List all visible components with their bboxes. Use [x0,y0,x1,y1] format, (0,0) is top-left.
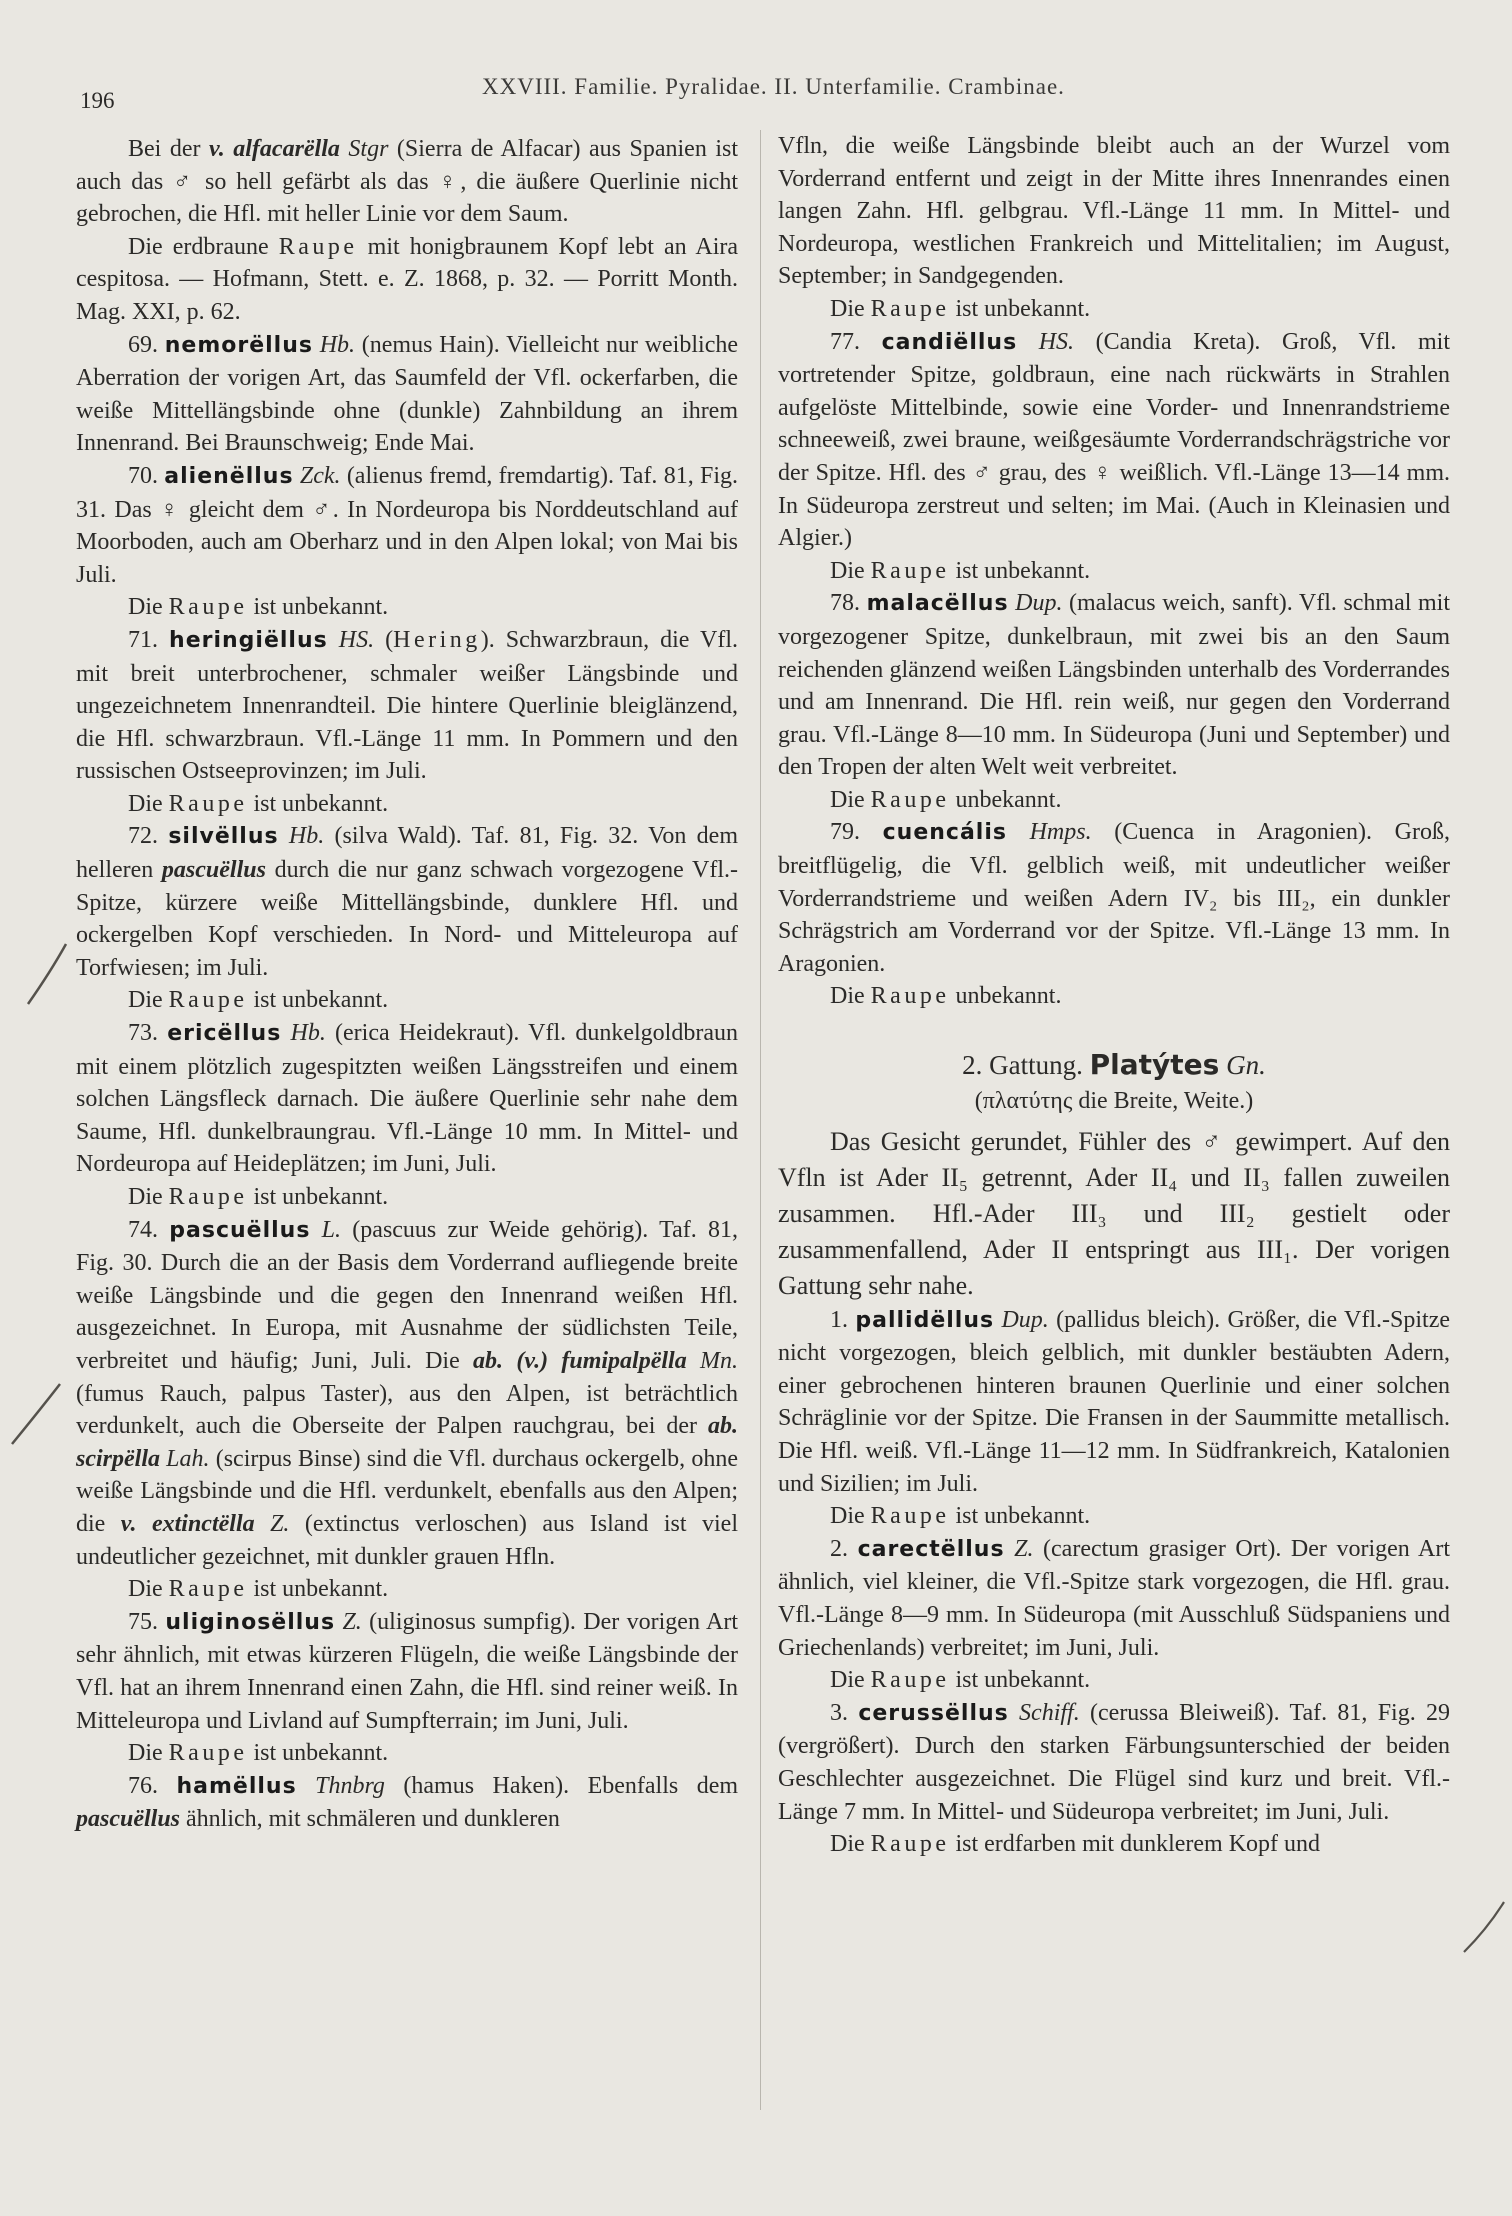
paragraph-alfacarella [76,133,738,231]
entry-number: 75. [128,1608,166,1635]
entry-74 [76,1214,738,1574]
running-title: XXVIII. Familie. Pyralidae. II. Unterfamilie. Crambinae. [482,74,1065,99]
species-name: malacëllus [866,591,1009,617]
column-divider [760,130,761,2110]
entry-number: 79. [830,819,883,846]
raupe-word: Raupe [168,1576,248,1603]
variety-name: v. extinctëlla [120,1510,255,1537]
text: Bei der [128,136,209,162]
text: ). [480,626,495,653]
genus-heading [778,1045,1450,1085]
etymology-word: Hering [393,626,481,653]
text: ist unbekannt. [949,557,1091,584]
text: ist unbekannt. [247,594,389,621]
entry-number: 69. [128,331,165,358]
author: Hb. [312,331,356,358]
entry-72 [76,820,738,984]
raupe-word: Raupe [168,1184,248,1210]
raupe-word: Raupe [168,1740,248,1767]
species-name: heringiëllus [169,627,328,653]
text: mit honigbraunem Kopf lebt an Aira cespitosa. — Hofmann, Stett. e. Z. 1868, p. 32. — Porritt Month. Mag. XXI, p. 62. [76,233,739,325]
species-name: cerussëllus [858,1700,1009,1726]
species-name: silvëllus [168,824,279,850]
pencil-tick-mark [22,940,72,1010]
text: ist unbekannt. [247,790,389,817]
entry-number: 2. [830,1535,858,1562]
entry-number: 73. [128,1020,168,1047]
text: Die [830,1831,871,1858]
text: (Sierra de Alfacar) aus Spanien ist auch das ♂ so hell gefärbt als das ♀, die äußere Querlinie nicht gebrochen, die Hfl. mit heller Linie vor dem Saum. [76,136,738,228]
aberration-name: ab. (v.) fumipalpëlla [473,1347,687,1374]
entry-text: (pascuus zur Weide gehörig). Taf. 81, Fig. 30. Durch die an der Basis dem Vorderrand aufliegende breite weiße Längsbinde und die gegen den Innenrand weißen Hfl. ausgezeichnet. In Europa, mit Ausnahme der südlichsten Teile, verbreitet und häufig; Juni, Juli. Die [76,1216,738,1374]
text: ist unbekannt. [949,1667,1091,1694]
text: Die [830,557,871,584]
raupe-line [778,293,1450,326]
entry-text: (extinctus verloschen) aus Island ist viel undeutlicher gezeichnet, mit dunkler grauen Hfln. [76,1510,738,1570]
author: Gn. [1219,1050,1266,1081]
author: Dup. [994,1306,1049,1333]
text: ist unbekannt. [247,1576,389,1603]
entry-75 [76,1606,738,1737]
raupe-line [778,1828,1450,1861]
variety-name: v. alfacarëlla [208,136,340,162]
raupe-word: Raupe [168,594,248,621]
raupe-word: Raupe [870,295,950,322]
species-name: hamëllus [176,1773,297,1799]
author: Z. [1004,1535,1034,1562]
author: Hb. [281,1020,326,1047]
author: L. [310,1216,342,1243]
entry-text: durch die nur ganz schwach vorgezogene Vfl.-Spitze, kürzere weiße Mittellängsbinde, dunklere Hfl. und ockergelben Kopf verschieden. In Nord- und Mitteleuropa auf Torfwiesen; im Juli. [76,857,738,981]
entry-text: (erica Heidekraut). Vfl. dunkelgoldbraun mit einem plötzlich zugespitzten weißen Längsstreifen und einem solchen Längsfleck darnach. Die äußere Querlinie sehr nahe dem Saume, Hfl. dunkelbraungrau. Vfl.-Länge 10 mm. In Mittel- und Nordeuropa auf Heideplätzen; im Juni, Juli. [76,1020,738,1178]
text: Die [830,983,871,1010]
raupe-line [778,1500,1450,1533]
page-number: 196 [80,88,115,113]
text: Die [128,1576,169,1603]
pencil-tick-mark [1456,1898,1508,1958]
entry-number: 72. [128,823,169,850]
author: Zck. [293,462,341,489]
text: Die [830,295,871,322]
genus-label: 2. Gattung. [962,1050,1090,1081]
text: Die [830,1667,871,1694]
aberration-name: ab. scirpëlla [76,1413,738,1472]
entry-text: (uliginosus sumpfig). Der vorigen Art sehr ähnlich, mit etwas kürzeren Flügeln, die weiße Längsbinde der Vfl. hat an ihrem Innenrand einen Zahn, die Hfl. sind reiner weiß. In Mitteleuropa und Livland auf Sumpfterrain; im Juni, Juli. [76,1608,738,1734]
entry-text: ähnlich, mit schmäleren und dunkleren [180,1806,560,1833]
raupe-line [778,980,1450,1013]
species-name: candiëllus [881,329,1018,355]
author: Thnbrg [296,1772,385,1799]
species-name: pallidëllus [855,1307,995,1333]
entry-text: (malacus weich, sanft). Vfl. schmal mit vorgezogener Spitze, dunkelbraun, mit zwei bis an den Saum reichenden glänzend weißen Längsbinden unterhalb des Vorderrandes und am Innenrand. Die Hfl. rein weiß, nur gegen den Vorderrand grau. Vfl.-Länge 8—10 mm. In Südeuropa (Juni und September) und den Tropen der alten Welt weit verbreitet. [778,590,1450,781]
raupe-word: Raupe [278,233,358,260]
entry-number: 71. [128,626,170,653]
page-header [76,72,1456,112]
author: HS. [1017,328,1075,355]
text: Die [830,786,871,813]
text: ist unbekannt. [949,1503,1091,1530]
entry-79 [778,816,1450,980]
author: Hb. [278,823,325,850]
raupe-line [76,984,738,1017]
entry-text: Schwarzbraun, die Vfl. mit breit unterbrochener, schmaler weißer Längsbinde und ungezeichnetem Innenrandteil. Die hintere Querlinie bleiglänzend, die Hfl. schwarzbraun. Vfl.-Länge 11 mm. In Pommern und den russischen Ostseeprovinzen; im Juli. [76,626,738,785]
genus-entry-3 [778,1697,1450,1828]
species-name: pascuëllus [169,1217,311,1243]
author: Lah. [160,1445,210,1472]
entry-76 [76,1770,738,1836]
author: Mn. [686,1347,739,1374]
entry-71 [76,624,738,788]
genus-entry-1 [778,1304,1450,1501]
text: Die [830,1503,871,1530]
raupe-line [76,1573,738,1606]
entry-text: (carectum grasiger Ort). Der vorigen Art ähnlich, viel kleiner, die Vfl.-Spitze stark vorgezogen, die Hfl. grau. Vfl.-Länge 8—9 mm. In Südeuropa (mit Ausschluß Südspaniens und Griechenlands) verbreitet; im Juni, Juli. [778,1535,1450,1661]
raupe-word: Raupe [870,1503,950,1530]
text: Die [128,1184,169,1210]
raupe-line [76,591,738,624]
species-reference: pascuëllus [76,1806,181,1833]
right-column [778,130,1450,1861]
author: HS. [327,626,375,653]
author: Schiff. [1008,1699,1080,1726]
raupe-word: Raupe [168,987,248,1014]
text: Die [128,790,169,817]
text: Die [128,594,169,621]
text: ist erdfarben mit dunklerem Kopf und [949,1831,1321,1858]
entry-76-continued: Vfln, die weiße Längsbinde bleibt auch an der Wurzel vom Vorderrand entfernt und zeigt in der Mitte ihres Innenrandes einen langen Zahn. Hfl. gelbgrau. Vfl.-Länge 11 mm. In Mittel- und Nordeuropa, westlichen Frankreich und Mittelitalien; im August, September; in Sandgegenden. [778,133,1450,290]
text: Die [128,987,169,1014]
genus-name: Platýtes [1089,1048,1220,1082]
species-name: carectëllus [857,1536,1005,1562]
text: unbekannt. [949,983,1062,1010]
raupe-word: Raupe [870,786,950,813]
entry-text: (scirpus Binse) sind die Vfl. durchaus ockergelb, ohne weiße Längsbinde und die Hfl. verdunkelt, ebenfalls aus den Alpen; die [76,1445,738,1537]
entry-number: 78. [830,590,867,617]
pencil-tick-mark [6,1380,66,1450]
entry-text: (alienus fremd, fremdartig). Taf. 81, Fig. 31. Das ♀ gleicht dem ♂. In Nordeuropa bis Norddeutschland auf Moorboden, auch am Oberharz und in den Alpen lokal; von Mai bis Juli. [76,462,739,588]
entry-text: (Candia Kreta). Groß, Vfl. mit vortretender Spitze, goldbraun, eine nach rückwärts in Strahlen aufgelöste Mittelbinde, sowie eine Vorder- und Innenrandstrieme schneeweiß, zwei braune, weißgesäumte Vorderrandschrägstriche vor der Spitze. Hfl. des ♂ grau, des ♀ weißlich. Vfl.-Länge 13—14 mm. In Südeuropa zerstreut und selten; im Mai. (Auch in Kleinasien und Algier.) [778,328,1450,552]
raupe-word: Raupe [168,790,248,817]
entry-78 [778,587,1450,784]
author: Z. [254,1510,290,1537]
entry-number: 77. [830,328,882,355]
entry-77 [778,326,1450,555]
raupe-line [76,788,738,821]
genus-etymology: (πλατύτης die Breite, Weite.) [974,1088,1254,1115]
text: Die [128,1740,169,1767]
entry-number: 76. [128,1772,177,1799]
species-name: uliginosëllus [165,1609,336,1635]
species-name: alienëllus [164,463,294,489]
entry-69 [76,329,738,460]
entry-number: 74. [128,1216,170,1243]
text: ( [374,626,394,653]
entry-text: (cerussa Bleiweiß). Taf. 81, Fig. 29 (vergrößert). Durch den starken Färbungsunterschied der beiden Geschlechter ausgezeichnet. Die Flügel sind kurz und breit. Vfl.-Länge 7 mm. In Mittel- und Südeuropa verbreitet; im Juni, Juli. [778,1699,1451,1825]
left-column [76,133,738,1836]
raupe-word: Raupe [870,557,950,584]
entry-text: (hamus Haken). Ebenfalls dem [384,1772,739,1799]
entry-text: (nemus Hain). Vielleicht nur weibliche Aberration der vorigen Art, das Saumfeld der Vfl. ockerfarben, die weiße Mittellängsbinde ohne (dunkle) Zahnbildung an ihrem Innenrand. Bei Braunschweig; Ende Mai. [76,331,738,457]
species-name: nemorëllus [164,332,313,358]
text: ist unbekannt. [247,1740,389,1767]
entry-text: (Cuenca in Aragonien). Groß, breitflügelig, die Vfl. gelblich weiß, mit undeutlicher weißer Vorderrandstrieme und weißen Adern IV₂ bis III₂, ein dunkler Schrägstrich am Vorderrand vor der Spitze. Vfl.-Länge 13 mm. In Aragonien. [778,819,1450,977]
entry-text: (silva Wald). Taf. 81, Fig. 32. Von dem helleren [76,823,739,884]
raupe-line [76,1737,738,1770]
species-reference: pascuëllus [161,857,266,884]
text: Die erdbraune [128,233,279,260]
entry-text: (fumus Rauch, palpus Taster), aus den Alpen, ist beträchtlich verdunkelt, auch die Oberseite der Palpen rauchgrau, bei der [76,1380,738,1440]
entry-text: (pallidus bleich). Größer, die Vfl.-Spitze nicht vorgezogen, bleich gelblich, mit dunkler bestäubten Adern, einer gebrochenen hinteren braunen Querlinie und einer solchen Schräglinie vor der Spitze. Die Fransen in der Saummitte metallisch. Die Hfl. weiß. Vfl.-Länge 11—12 mm. In Südfrankreich, Katalonien und Sizilien; im Juli. [778,1306,1450,1497]
raupe-word: Raupe [870,983,950,1010]
entry-number: 1. [830,1306,856,1333]
raupe-line [778,555,1450,588]
raupe-word: Raupe [870,1667,950,1694]
author: Z. [335,1608,362,1635]
text: ist unbekannt. [247,1184,389,1210]
author: Hmps. [1006,819,1092,846]
raupe-line [76,1181,738,1214]
text: unbekannt. [949,786,1062,813]
raupe-word: Raupe [870,1831,950,1858]
entry-number: 70. [128,462,165,489]
author: Stgr [339,136,389,162]
genus-description: Das Gesicht gerundet, Fühler des ♂ gewimpert. Auf den Vfln ist Ader II₅ getrennt, Ader II₄ und II₃ fallen zuweilen zusammen. Hfl.-Ader III₃ und III₂ gestielt oder zusammenfallend, Ader II entspringt aus III₁. Der vorigen Gattung sehr nahe. [778,1126,1450,1300]
entry-70 [76,460,738,591]
entry-number: 3. [830,1699,859,1726]
paragraph-raupe [76,231,738,329]
raupe-line [778,784,1450,817]
raupe-line [778,1664,1450,1697]
species-name: ericëllus [167,1021,282,1047]
genus-entry-2 [778,1533,1450,1664]
species-name: cuencális [882,820,1007,846]
entry-73 [76,1017,738,1181]
author: Dup. [1008,590,1063,617]
text: ist unbekannt. [247,987,389,1014]
text: ist unbekannt. [949,295,1091,322]
